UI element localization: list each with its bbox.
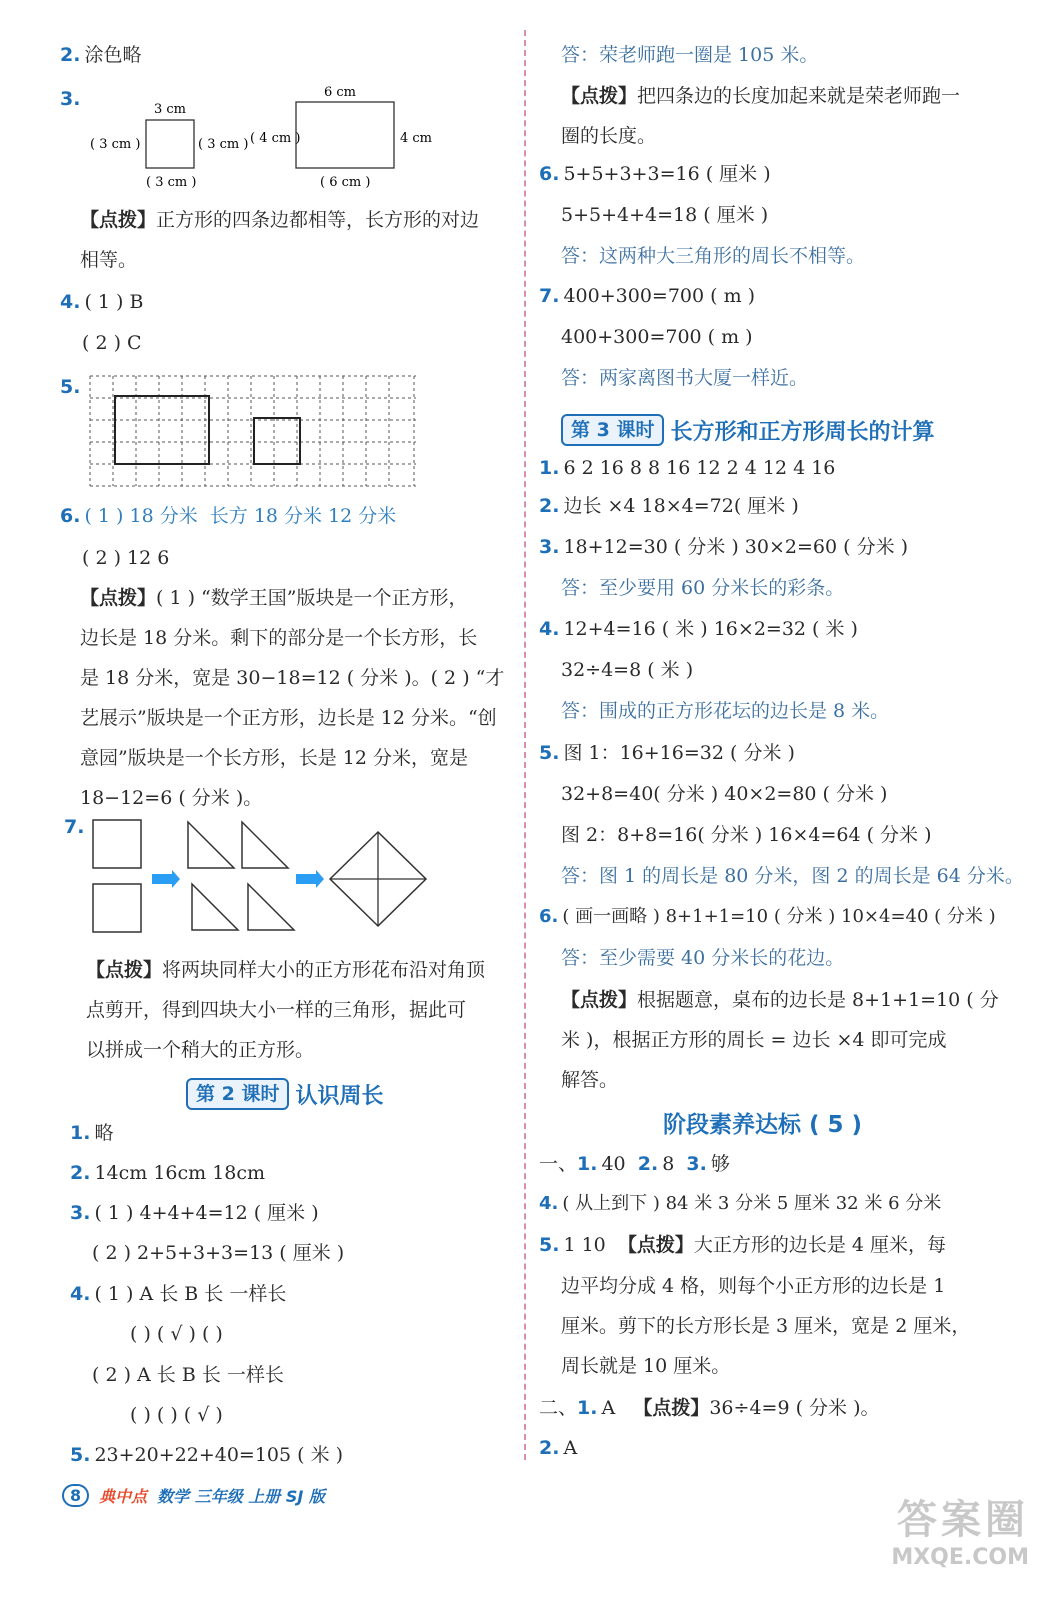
r-q6-line2: 5+5+4+4=18 ( 厘米 )	[561, 204, 769, 226]
l2-item-4: 4. ( 1 ) A 长 B 长 一样长	[70, 1283, 287, 1305]
rect-left-label: ( 4 cm )	[250, 131, 301, 146]
stage-row-5: 2. A	[539, 1437, 578, 1459]
lesson-title: 长方形和正方形周长的计算	[670, 419, 935, 445]
stage-title: 阶段素养达标 ( 5 )	[663, 1112, 863, 1138]
q5-number: 5.	[60, 376, 81, 398]
q5-grid-figure	[88, 374, 420, 492]
l3-item-5: 5. 图 1：16+16=32 ( 分米 )	[539, 742, 795, 764]
rect-top-label: 6 cm	[324, 85, 357, 100]
q6-tip: 【点拨】( 1 ) “数学王国”版块是一个正方形， 边长是 18 分米。剩下的部分是一个长方形，长 是 18 分米，宽是 30−18=12 ( 分米 )。( 2 ) “才 艺展示”版块是一个正方形，边长是 12 分米。“创 意园”版块是一个长方形，长是 12 分米，宽是 18−12=6 ( 分米 )。	[80, 587, 505, 809]
lesson-title: 认识周长	[295, 1083, 384, 1109]
l2-item-3b: ( 2 ) 2+5+3+3=13 ( 厘米 )	[92, 1242, 345, 1264]
stage-row-3: 5. 1 10 【点拨】大正方形的边长是 4 厘米，每	[539, 1234, 947, 1256]
r-top-tip: 【点拨】把四条边的长度加起来就是荣老师跑一 圈的长度。	[561, 85, 961, 147]
brand-logo: 典中点	[99, 1487, 148, 1506]
book-info: 数学 三年级 上册 SJ 版	[157, 1487, 325, 1506]
l3-item-5b: 32+8=40( 分米 ) 40×2=80 ( 分米 )	[561, 783, 888, 805]
watermark: 答案圈 MXQE.COM	[891, 1497, 1029, 1570]
l3-item-5-answer: 答：图 1 的周长是 80 分米，图 2 的周长是 64 分米。	[561, 865, 1024, 887]
grid-square	[254, 418, 300, 464]
l3-item-4: 4. 12+4=16 ( 米 ) 16×2=32 ( 米 )	[539, 618, 858, 640]
right-column	[525, 0, 1049, 1600]
l3-item-4-answer: 答：围成的正方形花坛的边长是 8 米。	[561, 700, 890, 722]
page-footer	[62, 1484, 325, 1507]
l3-item-1: 1. 6 2 16 8 8 16 12 2 4 12 4 16	[539, 457, 836, 479]
q4-line2: ( 2 ) C	[82, 332, 142, 354]
l3-item-6-tip: 【点拨】根据题意，桌布的边长是 8+1+1=10 ( 分 米 )，根据正方形的周长 = 边长 ×4 即可完成 解答。	[561, 989, 999, 1091]
r-q7-answer: 答：两家离图书大厦一样近。	[561, 367, 809, 389]
r-q6: 6. 5+5+3+3=16 ( 厘米 )	[539, 163, 771, 185]
lesson-3-header	[561, 414, 934, 446]
r-top-answer: 答：荣老师跑一圈是 105 米。	[561, 44, 819, 66]
square-bottom-label: ( 3 cm )	[146, 175, 197, 190]
stage-row-4: 二、1. A 【点拨】36÷4=9 ( 分米 )。	[539, 1397, 880, 1419]
grid-rectangle	[115, 396, 209, 464]
l2-item-4-ans1: ( ) ( √ ) ( )	[130, 1323, 223, 1345]
lesson-2-header	[186, 1078, 383, 1110]
r-q7-line2: 400+300=700 ( m )	[561, 326, 753, 348]
q2: 2. 涂色略	[60, 44, 142, 66]
l3-item-3: 3. 18+12=30 ( 分米 ) 30×2=60 ( 分米 )	[539, 536, 909, 558]
square-top-label: 3 cm	[154, 102, 187, 117]
r-q6-answer: 答：这两种大三角形的周长不相等。	[561, 245, 866, 267]
l2-item-1: 1. 略	[70, 1122, 114, 1144]
l2-item-4b: ( 2 ) A 长 B 长 一样长	[92, 1364, 284, 1386]
l2-item-3: 3. ( 1 ) 4+4+4=12 ( 厘米 )	[70, 1202, 319, 1224]
lesson-badge: 第 3 课时	[561, 414, 664, 446]
rectangle-figure	[296, 102, 394, 168]
square-left-label: ( 3 cm )	[90, 137, 141, 152]
r-q7: 7. 400+300=700 ( m )	[539, 285, 756, 307]
l3-item-4b: 32÷4=8 ( 米 )	[561, 659, 694, 681]
page-number: 8	[62, 1484, 89, 1507]
l3-item-5c: 图 2：8+8=16( 分米 ) 16×4=64 ( 分米 )	[561, 824, 932, 846]
stage-row-3-tip: 边平均分成 4 格，则每个小正方形的边长是 1 厘米。剪下的长方形长是 3 厘米，宽是 2 厘米， 周长就是 10 厘米。	[561, 1275, 971, 1377]
square-figure	[146, 120, 194, 168]
arrow-icon	[152, 870, 180, 888]
rect-bottom-label: ( 6 cm )	[320, 175, 371, 190]
l3-item-6-answer: 答：至少需要 40 分米长的花边。	[561, 947, 845, 969]
q3-number: 3.	[60, 88, 81, 110]
stage-row-1: 一、1. 40 2. 8 3. 够	[539, 1153, 730, 1175]
q7-tip: 【点拨】将两块同样大小的正方形花布沿对角顶 点剪开，得到四块大小一样的三角形，据此可 以拼成一个稍大的正方形。	[86, 959, 486, 1061]
arrow-icon	[296, 870, 324, 888]
q3-tip: 【点拨】正方形的四条边都相等，长方形的对边 相等。	[80, 209, 480, 271]
l2-item-4-ans2: ( ) ( ) ( √ )	[130, 1404, 223, 1426]
q4: 4. ( 1 ) B	[60, 291, 144, 313]
q7-number: 7.	[64, 816, 85, 838]
lesson-badge: 第 2 课时	[186, 1078, 289, 1110]
square-right-label: ( 3 cm )	[198, 137, 249, 152]
l3-item-3-answer: 答：至少要用 60 分米长的彩条。	[561, 577, 845, 599]
q6-line2: ( 2 ) 12 6	[82, 547, 170, 569]
rect-right-label: 4 cm	[400, 131, 433, 146]
l3-item-2: 2. 边长 ×4 18×4=72( 厘米 )	[539, 495, 799, 517]
l2-item-2: 2. 14cm 16cm 18cm	[70, 1162, 266, 1184]
stage-row-2: 4. ( 从上到下 ) 84 米 3 分米 5 厘米 32 米 6 分米	[539, 1193, 942, 1214]
q3-figures	[80, 84, 520, 196]
l2-item-5: 5. 23+20+22+40=105 ( 米 )	[70, 1444, 344, 1466]
l3-item-6: 6. ( 画一画略 ) 8+1+1=10 ( 分米 ) 10×4=40 ( 分米 )	[539, 906, 996, 927]
q7-figures	[88, 812, 438, 940]
q6-line1: 6. ( 1 ) 18 分米 长方 18 分米 12 分米	[60, 505, 397, 527]
